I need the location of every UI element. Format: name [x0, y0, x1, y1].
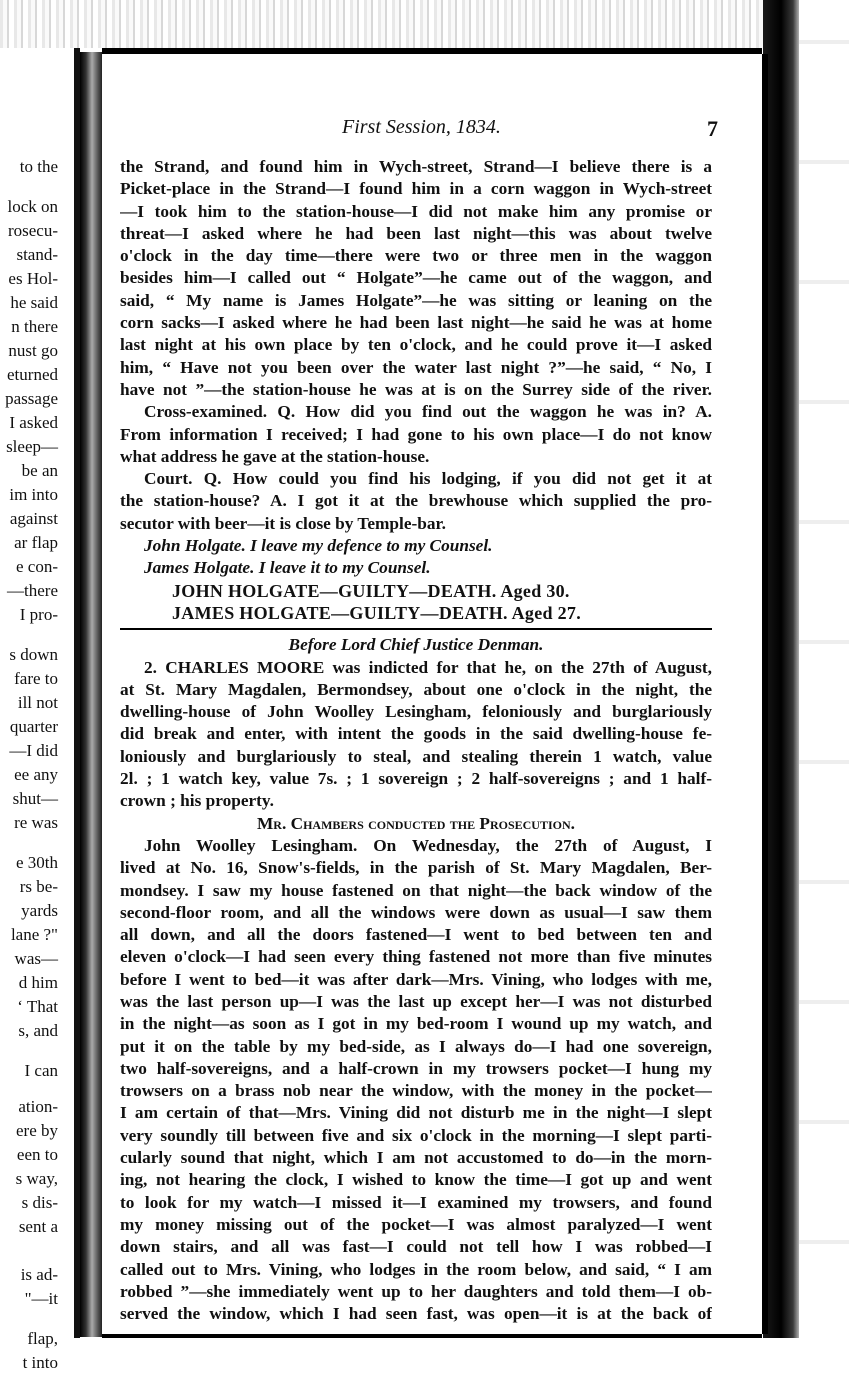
text-line: mondsey. I saw my house fastened on that night—the back window of the: [120, 880, 712, 900]
left-page-fragment: nust go: [8, 341, 58, 360]
text-line: threat—I asked where he had been last night—this was about twelve: [120, 223, 712, 243]
paragraph-lesingham-testimony: [120, 835, 712, 1326]
text-line: very soundly till between five and six o'clock in the morning—I slept parti-: [120, 1125, 712, 1145]
text-line: put it on the table by my bed-side, as I always do—I had one sovereign,: [120, 1036, 712, 1056]
text-line: I am certain of that—Mrs. Vining did not disturb me in the night—I slept: [120, 1103, 712, 1123]
verdict-james: JAMES HOLGATE—GUILTY—DEATH. Aged 27.: [172, 602, 582, 623]
left-page-fragment: stand-: [16, 245, 58, 264]
left-page-fragment: s way,: [15, 1169, 58, 1188]
text-line: Cross-examined. Q. How did you find out the waggon he was in? A.: [144, 402, 712, 422]
text-line: corn sacks—I asked where he had been last night—he said he was at home: [120, 313, 712, 333]
text-line: last night at his own place by ten o'clock, and he could prove it—I asked: [120, 335, 712, 355]
left-page-fragment: yards: [21, 901, 58, 920]
page-number: 7: [707, 116, 718, 141]
left-page-fragment: passage: [5, 389, 58, 408]
left-page-fragment: I asked: [9, 413, 58, 432]
scan-top-margin: [0, 0, 849, 48]
left-page-fragment: was—: [14, 949, 58, 968]
section-rule: [120, 628, 712, 630]
left-page-fragment: lane ?": [10, 925, 58, 944]
text-line: loniously and burglariously to steal, and stealing therein 1 watch, value: [120, 746, 712, 766]
left-page-text: [0, 0, 80, 1395]
left-page-fragment: ‘ That: [17, 997, 58, 1016]
text-line: John Woolley Lesingham. On Wednesday, the 27th of August, I: [144, 835, 712, 855]
text-line: Court. Q. How could you find his lodging, if you did not get it at: [144, 469, 712, 489]
text-line: lived at No. 16, Snow's-fields, in the parish of St. Mary Magdalen, Ber-: [120, 858, 712, 878]
prosecution-heading: Mr. Chambers conducted the Prosecution.: [257, 813, 575, 833]
left-page-fragment: sent a: [18, 1217, 58, 1236]
paragraph-testimony-holgate: [120, 156, 712, 401]
left-page-fragment: s down: [9, 645, 58, 664]
running-head: First Session, 1834.: [342, 116, 501, 138]
defence-john: John Holgate. I leave my defence to my Counsel.: [144, 536, 493, 556]
left-page-fragment: I can: [24, 1061, 58, 1080]
left-page-fragment: n there: [11, 317, 58, 336]
left-page-fragment: s, and: [18, 1021, 58, 1040]
left-page-fragment: "—it: [24, 1289, 58, 1308]
text-line: crown ; his property.: [120, 791, 274, 811]
text-line: was the last person up—I was the last up except her—I was not disturbed: [120, 991, 712, 1011]
left-page-fragment: ill not: [17, 693, 58, 712]
left-page-fragment: he said: [10, 293, 58, 312]
left-page-fragment: een to: [16, 1145, 58, 1164]
left-page-fragment: e 30th: [15, 853, 58, 872]
left-page-fragment: im into: [9, 485, 58, 504]
judge-heading: Before Lord Chief Justice Denman.: [288, 635, 544, 655]
text-line: Picket-place in the Strand—I found him in a corn waggon in Wych-street: [120, 179, 712, 199]
text-line: second-floor room, and all the windows were down as usual—I saw them: [120, 902, 712, 922]
left-page-fragment: fare to: [14, 669, 58, 688]
text-line: said, “ My name is James Holgate”—he was sitting or leaning on the: [120, 290, 712, 310]
left-page-fragment: ee any: [14, 765, 58, 784]
left-page-fragment: sleep—: [6, 437, 58, 456]
text-line: cularly sound that night, which I am not accustomed to do—in the morn-: [120, 1148, 712, 1168]
left-page-fragment: e con-: [15, 557, 58, 576]
text-line: did break and enter, with intent the goods in the said dwelling-house fe-: [120, 724, 712, 744]
left-page-fragment: ar flap: [14, 533, 58, 552]
left-page-fragment: to the: [19, 157, 58, 176]
text-line: trowsers on a brass nob near the window, with the money in the pocket—: [120, 1081, 712, 1101]
text-line: 2l. ; 1 watch key, value 7s. ; 1 sovereign ; 2 half-sovereigns ; and 1 half-: [120, 769, 712, 789]
text-line: what address he gave at the station-house.: [120, 446, 430, 466]
text-line: him, “ Have not you been over the water last night ?”—he said, “ No, I: [120, 357, 712, 377]
text-line: my money missing out of the pocket—I was almost paralyzed—I went: [120, 1214, 712, 1234]
left-page-fragment: flap,: [27, 1329, 58, 1348]
left-page-fragment: d him: [18, 973, 58, 992]
page-header: [330, 116, 730, 144]
left-page-fragment: ation-: [18, 1097, 58, 1116]
left-page-fragment: —there: [7, 581, 58, 600]
text-line: the Strand, and found him in Wych-street, Strand—I believe there is a: [120, 157, 712, 176]
left-page-fragment: eturned: [7, 365, 58, 384]
paragraph-indictment: [120, 657, 712, 813]
text-line: two half-sovereigns, and a half-crown in my trowsers pocket—I hung my: [120, 1058, 712, 1078]
left-page-fragment: re was: [14, 813, 58, 832]
text-line: the station-house? A. I got it at the brewhouse which supplied the pro-: [120, 491, 712, 511]
text-line: dwelling-house of John Woolley Lesingham, feloniously and burglariously: [120, 702, 712, 722]
text-line: in the night—as soon as I got in my bed-room I wound up my watch, and: [120, 1014, 712, 1034]
paragraph-cross-examined: [120, 401, 712, 468]
scan-bottom-margin: [0, 1338, 849, 1395]
left-page-fragment: lock on: [7, 197, 58, 216]
left-page-fragment: es Hol-: [8, 269, 58, 288]
text-line: have not ”—the station-house he was at is on the Surrey side of the river.: [120, 379, 712, 399]
left-page-fragment: s dis-: [21, 1193, 58, 1212]
left-page-fragment: quarter: [9, 717, 58, 736]
text-line: o'clock in the day time—there were two or three men in the waggon: [120, 246, 712, 266]
text-line: From information I received; I had gone to his own place—I do not know: [120, 424, 712, 444]
left-page-fragment: be an: [21, 461, 58, 480]
text-line: called out to Mrs. Vining, who lodges in the room below, and said, “ I am: [120, 1259, 712, 1279]
defence-james: James Holgate. I leave it to my Counsel.: [144, 558, 431, 578]
paragraph-court: [120, 468, 712, 535]
text-line: ing, not hearing the clock, I wished to know the time—I got up and went: [120, 1170, 712, 1190]
text-line: besides him—I called out “ Holgate”—he came out of the waggon, and: [120, 268, 712, 288]
text-line: down stairs, and all was fast—I could not tell how I was robbed—I: [120, 1237, 712, 1257]
left-page-fragment: I pro-: [19, 605, 58, 624]
scan-right-edge: [763, 0, 849, 1395]
left-page-fragment: against: [9, 509, 58, 528]
text-line: all down, and all the doors fastened—I went to bed between ten and: [120, 925, 712, 945]
left-page-fragment: ere by: [15, 1121, 58, 1140]
left-page-fragment: rs be-: [19, 877, 58, 896]
text-line: —I took him to the station-house—I did not make him any promise or: [120, 201, 712, 221]
text-line: at St. Mary Magdalen, Bermondsey, about one o'clock in the night, the: [120, 679, 712, 699]
left-page-fragment: —I did: [9, 741, 58, 760]
page-body: [120, 156, 712, 1325]
verdict-john: JOHN HOLGATE—GUILTY—DEATH. Aged 30.: [172, 580, 570, 601]
left-page-fragment: is ad-: [20, 1265, 58, 1284]
text-line: before I went to bed—it was after dark—Mrs. Vining, who lodges with me,: [120, 969, 712, 989]
text-line: eleven o'clock—I had seen every thing fastened not more than five minutes: [120, 947, 712, 967]
text-line: served the window, which I had seen fast, was open—it is at the back of: [120, 1304, 712, 1324]
left-page-fragment: t into: [22, 1353, 58, 1372]
text-line: robbed ”—she immediately went up to her daughters and told them—I ob-: [120, 1281, 712, 1301]
left-page-fragment: shut—: [12, 789, 58, 808]
left-page-fragment: rosecu-: [7, 221, 58, 240]
text-line: to look for my watch—I missed it—I examined my trowsers, and found: [120, 1192, 712, 1212]
text-line: secutor with beer—it is close by Temple-bar.: [120, 513, 446, 533]
text-line: 2. CHARLES MOORE was indicted for that he, on the 27th of August,: [144, 657, 712, 677]
